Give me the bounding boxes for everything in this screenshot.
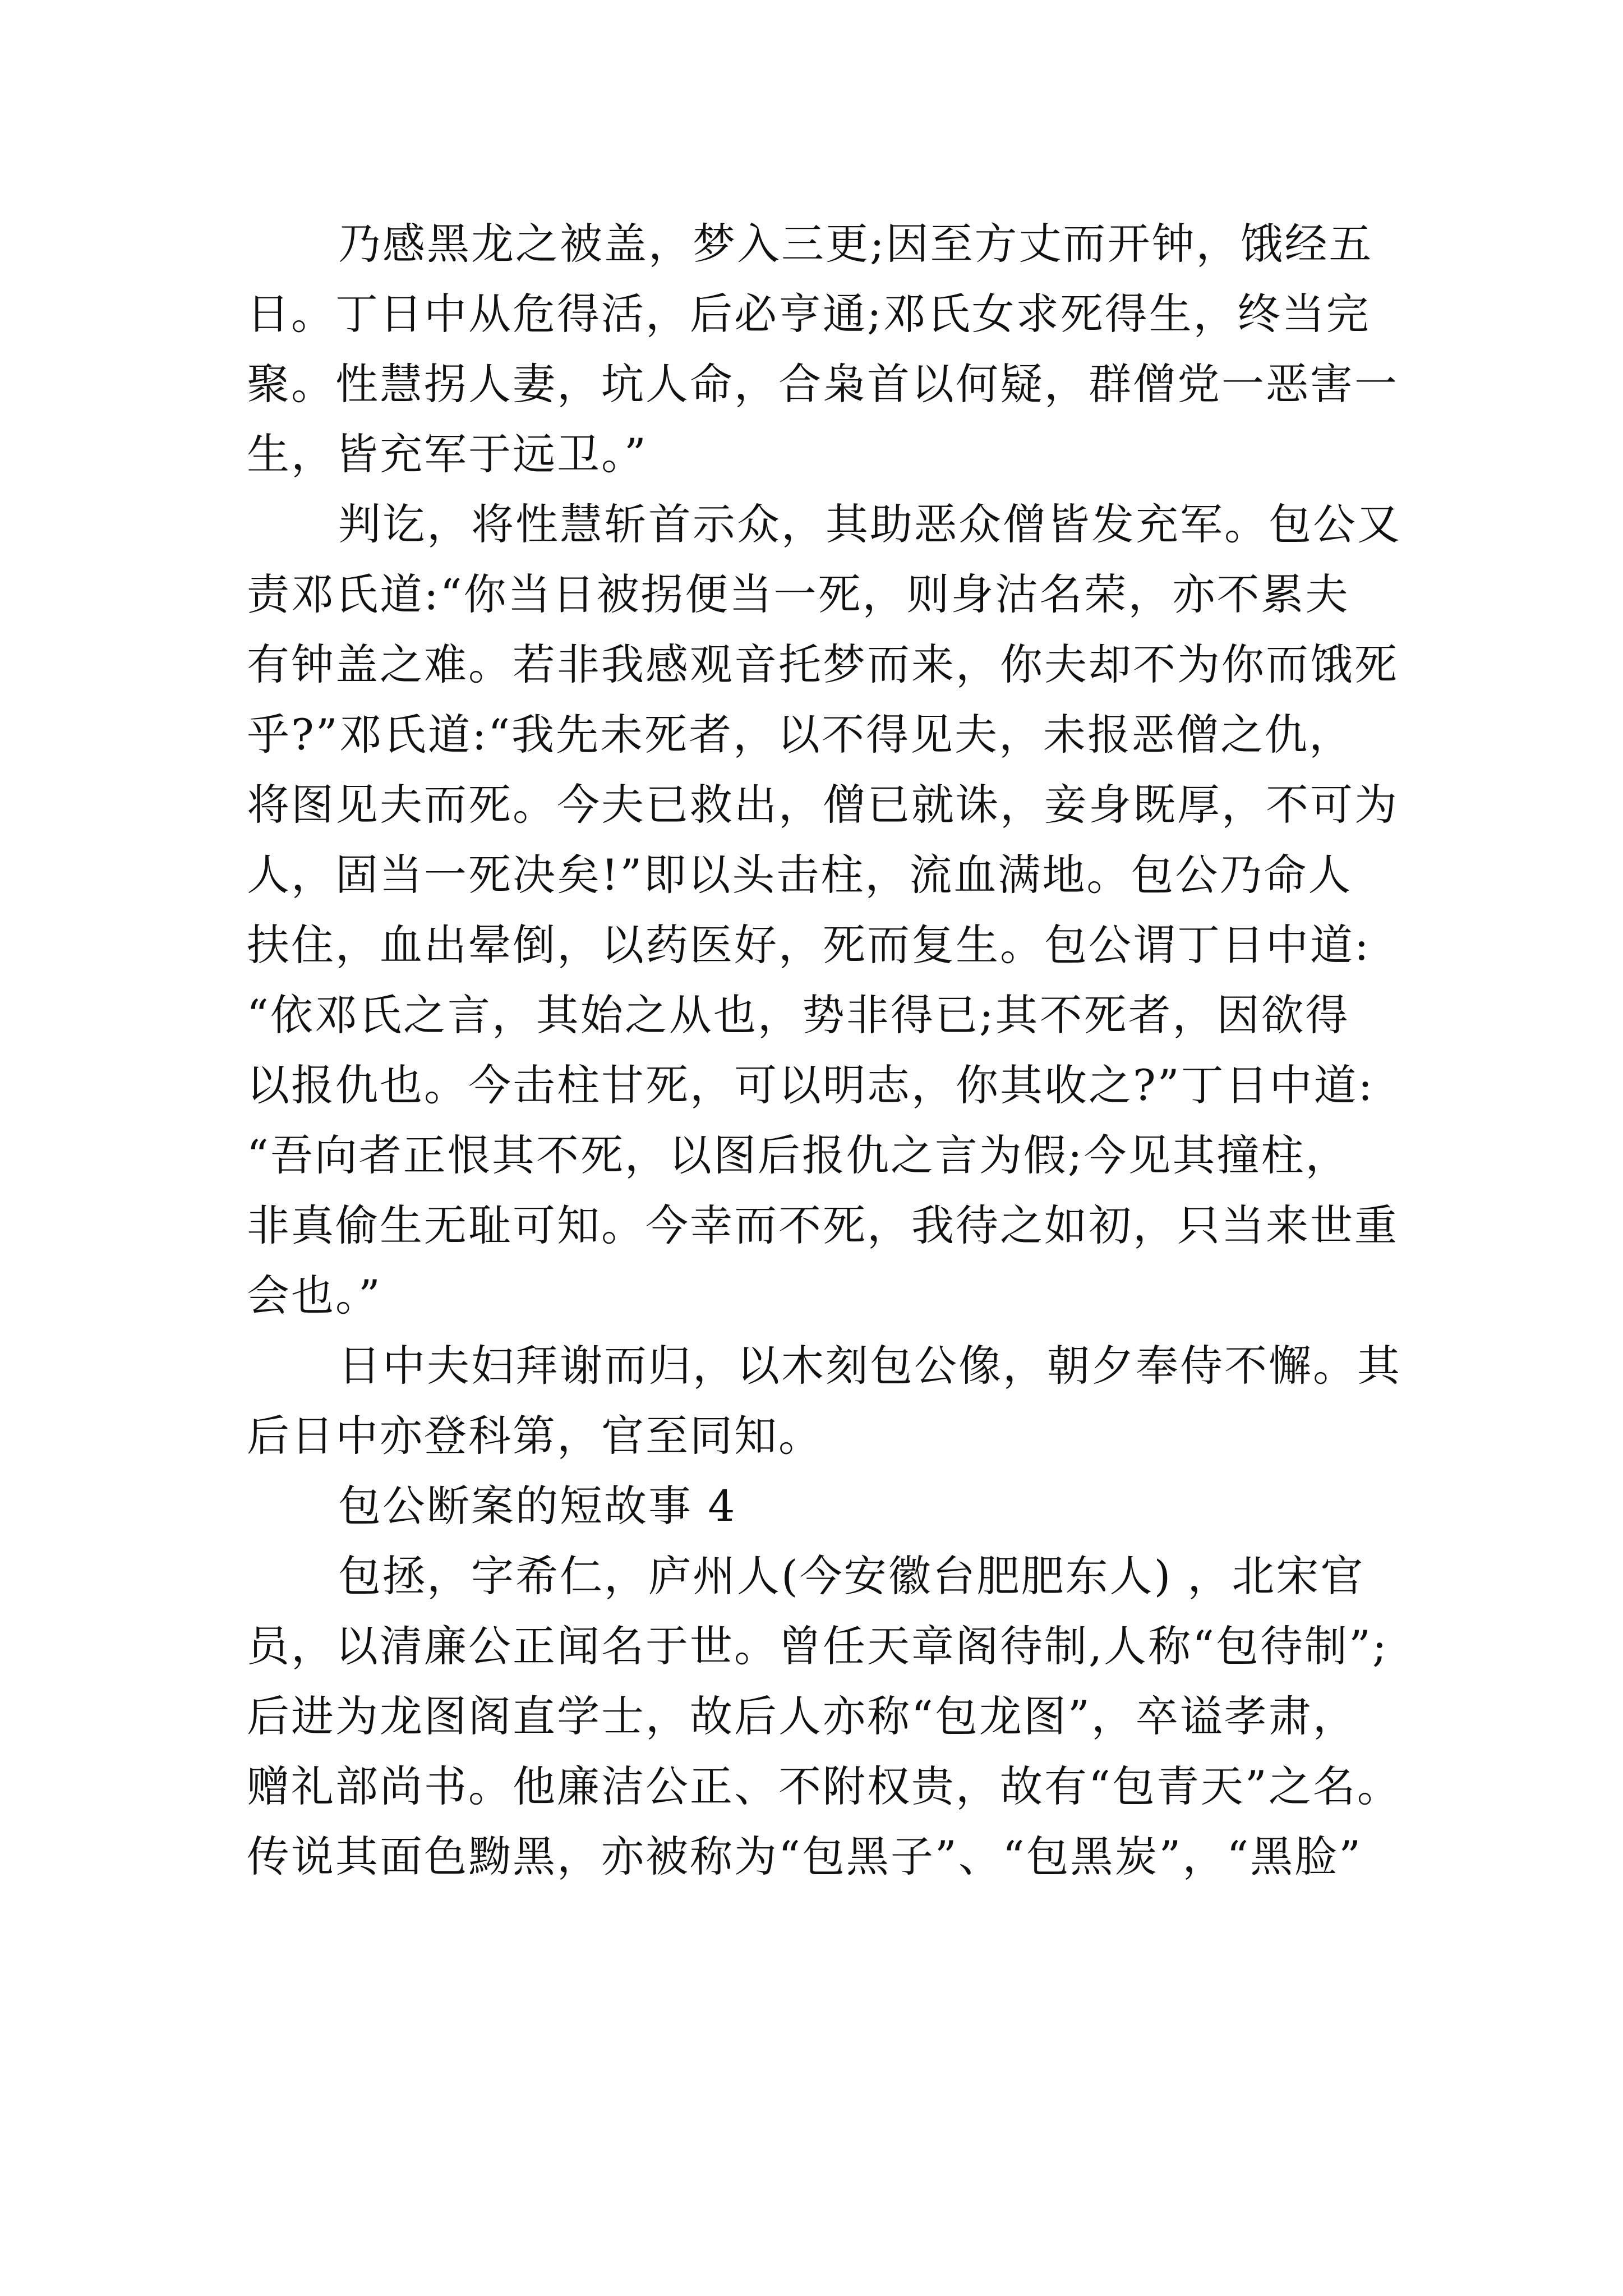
text-line: 员，以清廉公正闻名于世。曾任天章阁待制,人称“包待制”; — [247, 1621, 1389, 1671]
text-line: 日。丁日中从危得活，后必亨通;邓氏女求死得生，终当完 — [247, 289, 1371, 339]
text-line: 人，固当一死决矣!”即以头击柱，流血满地。包公乃命人 — [247, 850, 1353, 900]
body-text — [247, 209, 1424, 1892]
text-line: 赠礼部尚书。他廉洁公正、不附权贵，故有“包青天”之名。 — [247, 1761, 1401, 1811]
text-line: 日中夫妇拜谢而归，以木刻包公像，朝夕奉侍不懈。其 — [247, 1341, 1401, 1391]
text-line: “依邓氏之言，其始之从也，势非得已;其不死者，因欲得 — [247, 990, 1350, 1040]
text-line: 非真偷生无耻可知。今幸而不死，我待之如初，只当来世重 — [247, 1200, 1399, 1250]
text-line: 将图见夫而死。今夫已救出，僧已就诛，妾身既厚，不可为 — [247, 780, 1399, 830]
section-heading: 包公断案的短故事 4 — [247, 1481, 737, 1531]
text-line: 有钟盖之难。若非我感观音托梦而来，你夫却不为你而饿死 — [247, 639, 1399, 689]
text-line: 后进为龙图阁直学士，故后人亦称“包龙图”，卒谥孝肃， — [247, 1691, 1357, 1741]
text-line: “吾向者正恨其不死，以图后报仇之言为假;今见其撞柱， — [247, 1130, 1350, 1180]
text-line: 生，皆充军于远卫。” — [247, 429, 648, 479]
text-line: 包拯，字希仁，庐州人(今安徽台肥肥东人) ，北宋官 — [247, 1551, 1365, 1601]
text-line: 以报仇也。今击柱甘死，可以明志，你其收之?”丁日中道: — [247, 1060, 1375, 1110]
text-line: 聚。性慧拐人妻，坑人命，合枭首以何疑，群僧党一恶害一 — [247, 359, 1399, 409]
text-line: 传说其面色黝黑，亦被称为“包黑子”、“包黑炭”，“黑脸” — [247, 1832, 1363, 1881]
text-line: 乃感黑龙之被盖，梦入三更;因至方丈而开钟，饿经五 — [247, 219, 1373, 269]
text-line: 乎?”邓氏道:“我先未死者，以不得见夫，未报恶僧之仇， — [247, 710, 1354, 760]
text-line: 判讫，将性慧斩首示众，其助恶众僧皆发充军。包公又 — [247, 499, 1401, 549]
text-line: 后日中亦登科第，官至同知。 — [247, 1411, 823, 1461]
text-line: 扶住，血出晕倒，以药医好，死而复生。包公谓丁日中道: — [247, 920, 1371, 970]
text-line: 责邓氏道:“你当日被拐便当一死，则身沽名荣，亦不累夫 — [247, 569, 1350, 619]
text-line: 会也。” — [247, 1271, 382, 1320]
